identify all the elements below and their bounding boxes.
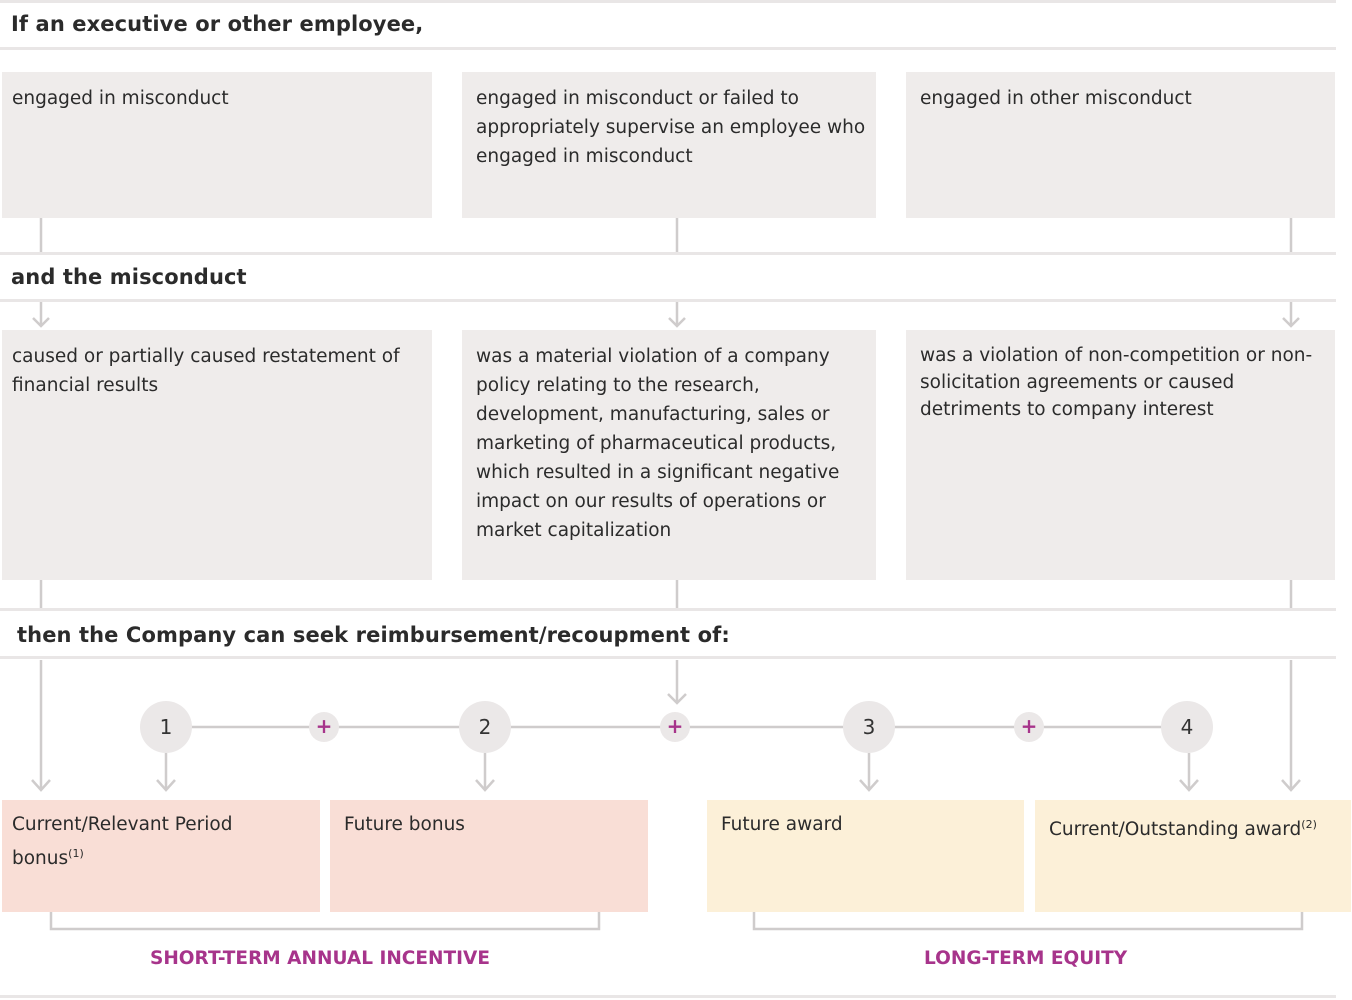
- footnote-2: (2): [1301, 818, 1317, 831]
- step-number-3: 3: [862, 715, 876, 739]
- recoup-box-future-bonus: [330, 800, 648, 912]
- step-number-1: 1: [159, 715, 173, 739]
- step-number-4: 4: [1180, 715, 1194, 739]
- result-box-3: was a violation of non-competition or non-solicitation agreements or caused detriments to company interest: [906, 330, 1335, 580]
- recoup-box-current-award: [1035, 800, 1351, 912]
- recoup-label-2: Future bonus: [344, 814, 465, 835]
- result-box-2: was a material violation of a company policy relating to the research, development, manufacturing, sales or marketing of pharmaceutical products, which resulted in a significant negative impact on our results of operations or market capitalization: [462, 330, 876, 580]
- recoup-label-1: Current/Relevant Period bonus: [12, 814, 233, 869]
- group-label-short-term: SHORT-TERM ANNUAL INCENTIVE: [150, 948, 490, 969]
- conduct-box-3: engaged in other misconduct: [906, 72, 1335, 218]
- recoup-label-3: Future award: [721, 814, 843, 835]
- recoup-box-future-award: [707, 800, 1024, 912]
- footnote-1: (1): [68, 847, 84, 860]
- conduct-box-1: engaged in misconduct: [2, 72, 432, 218]
- plus-icon-2: +: [666, 714, 684, 738]
- step-number-2: 2: [478, 715, 492, 739]
- plus-icon-3: +: [1020, 714, 1038, 738]
- recoup-box-current-bonus: [2, 800, 320, 912]
- conduct-box-2: engaged in misconduct or failed to appropriately supervise an employee who engaged in misconduct: [462, 72, 876, 218]
- plus-icon-1: +: [315, 714, 333, 738]
- heading-misconduct: and the misconduct: [11, 265, 247, 289]
- heading-then-company: then the Company can seek reimbursement/recoupment of:: [17, 623, 730, 647]
- recoup-label-4: Current/Outstanding award: [1049, 819, 1302, 840]
- heading-if-employee: If an executive or other employee,: [11, 12, 424, 36]
- result-box-1: caused or partially caused restatement of financial results: [2, 330, 432, 580]
- group-label-long-term: LONG-TERM EQUITY: [924, 948, 1128, 969]
